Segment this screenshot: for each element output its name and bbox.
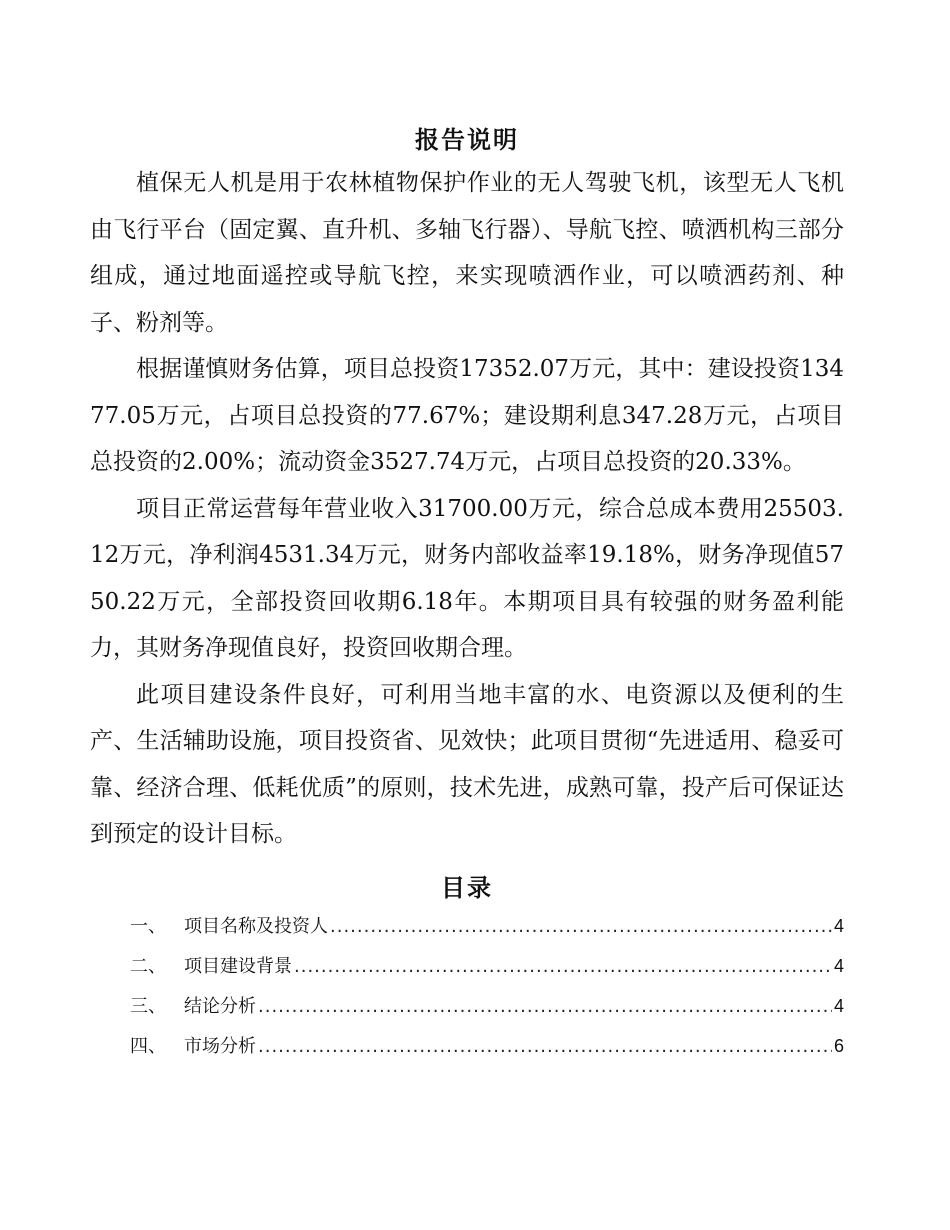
table-of-contents <box>90 912 844 1072</box>
toc-item[interactable] <box>90 952 844 992</box>
toc-item-number: 三、 <box>130 995 166 1017</box>
toc-item-page[interactable]: 4 <box>833 915 844 936</box>
toc-item-label[interactable]: 项目建设背景 <box>184 955 292 977</box>
paragraph-conditions: 此项目建设条件良好，可利用当地丰富的水、电资源以及便利的生产、生活辅助设施，项目投资省、见效快；此项目贯彻“先进适用、稳妥可靠、经济合理、低耗优质”的原则，技术先进，成熟可靠，投产后可保证达到预定的设计目标。 <box>90 681 844 847</box>
report-title: 报告说明 <box>415 125 519 154</box>
paragraph-intro: 植保无人机是用于农林植物保护作业的无人驾驶飞机，该型无人飞机由飞行平台（固定翼、直升机、多轴飞行器）、导航飞控、喷洒机构三部分组成，通过地面遥控或导航飞控，来实现喷洒作业，可以喷洒药剂、种子、粉剂等。 <box>90 170 844 336</box>
toc-item-page[interactable]: 6 <box>833 1035 844 1056</box>
toc-item[interactable] <box>90 1032 844 1072</box>
toc-item-page[interactable]: 4 <box>833 955 844 976</box>
toc-item-number: 四、 <box>130 1035 166 1057</box>
toc-item-number: 二、 <box>130 955 166 977</box>
paragraph-revenue: 项目正常运营每年营业收入31700.00万元，综合总成本费用25503.12万元，净利润4531.34万元，财务内部收益率19.18%，财务净现值5750.22万元，全部投资回收期6.18年。本期项目具有较强的财务盈利能力，其财务净现值良好，投资回收期合理。 <box>90 495 844 661</box>
toc-item-number: 一、 <box>130 915 166 937</box>
toc-leader-dots <box>294 956 832 977</box>
toc-item-label[interactable]: 市场分析 <box>184 1035 256 1057</box>
toc-leader-dots <box>258 1036 832 1057</box>
toc-leader-dots <box>330 916 832 937</box>
toc-title: 目录 <box>441 872 493 902</box>
toc-item[interactable] <box>90 992 844 1032</box>
toc-item-label[interactable]: 结论分析 <box>184 995 256 1017</box>
paragraph-investment: 根据谨慎财务估算，项目总投资17352.07万元，其中：建设投资13477.05万元，占项目总投资的77.67%；建设期利息347.28万元，占项目总投资的2.00%；流动资金3527.74万元，占项目总投资的20.33%。 <box>90 356 844 475</box>
toc-item-label[interactable]: 项目名称及投资人 <box>184 915 328 937</box>
toc-leader-dots <box>258 996 832 1017</box>
toc-item[interactable] <box>90 912 844 952</box>
toc-item-page[interactable]: 4 <box>833 995 844 1016</box>
